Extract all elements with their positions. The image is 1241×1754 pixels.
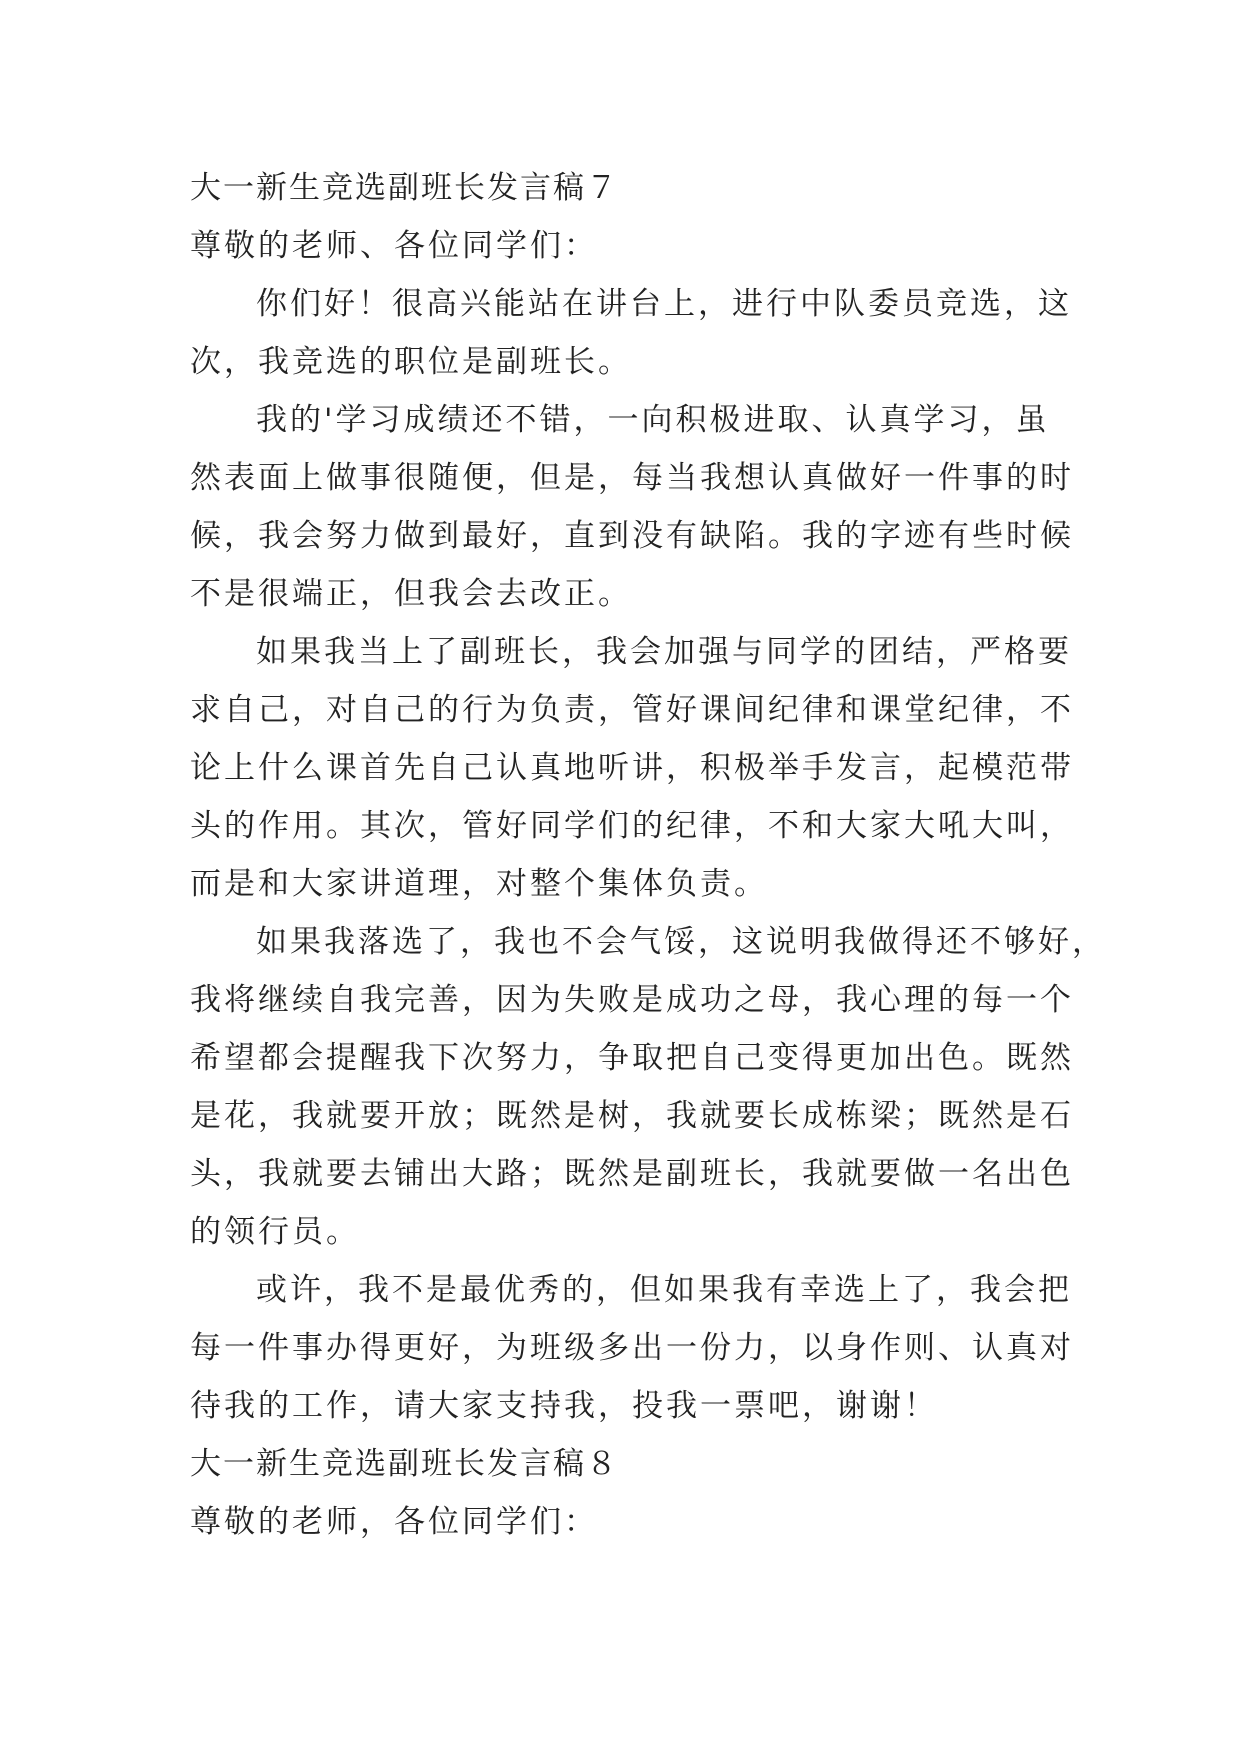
paragraph-line: 不是很端正，但我会去改正。 [190,576,632,612]
paragraph-line: 头的作用。其次，管好同学们的纪律，不和大家大吼大叫， [190,808,1074,844]
paragraph-line: 希望都会提醒我下次努力，争取把自己变得更加出色。既然 [190,1040,1074,1076]
paragraph-line: 我的'学习成绩还不错，一向积极进取、认真学习，虽 [256,402,1050,438]
paragraph-line: 或许，我不是最优秀的，但如果我有幸选上了，我会把 [256,1272,1072,1308]
paragraph-line: 候，我会努力做到最好，直到没有缺陷。我的字迹有些时候 [190,518,1074,554]
paragraph-line: 论上什么课首先自己认真地听讲，积极举手发言，起模范带 [190,750,1074,786]
paragraph-line: 然表面上做事很随便，但是，每当我想认真做好一件事的时 [190,460,1074,496]
paragraph-line: 你们好！很高兴能站在讲台上，进行中队委员竞选，这 [256,286,1072,322]
salutation: 尊敬的老师、各位同学们： [190,228,598,264]
paragraph-line: 如果我落选了，我也不会气馁，这说明我做得还不够好， [256,924,1106,960]
paragraph-line: 是花，我就要开放；既然是树，我就要长成栋梁；既然是石 [190,1098,1074,1134]
section-title: 大一新生竞选副班长发言稿７ [190,170,619,206]
paragraph-line: 待我的工作，请大家支持我，投我一票吧，谢谢！ [190,1388,938,1424]
salutation: 尊敬的老师，各位同学们： [190,1504,598,1540]
paragraph-line: 次，我竞选的职位是副班长。 [190,344,632,380]
paragraph-line: 的领行员。 [190,1214,360,1250]
section-title: 大一新生竞选副班长发言稿８ [190,1446,619,1482]
paragraph-line: 如果我当上了副班长，我会加强与同学的团结，严格要 [256,634,1072,670]
paragraph-line: 而是和大家讲道理，对整个集体负责。 [190,866,768,902]
paragraph-line: 求自己，对自己的行为负责，管好课间纪律和课堂纪律，不 [190,692,1074,728]
paragraph-line: 我将继续自我完善，因为失败是成功之母，我心理的每一个 [190,982,1074,1018]
paragraph-line: 头，我就要去铺出大路；既然是副班长，我就要做一名出色 [190,1156,1074,1192]
paragraph-line: 每一件事办得更好，为班级多出一份力，以身作则、认真对 [190,1330,1074,1366]
